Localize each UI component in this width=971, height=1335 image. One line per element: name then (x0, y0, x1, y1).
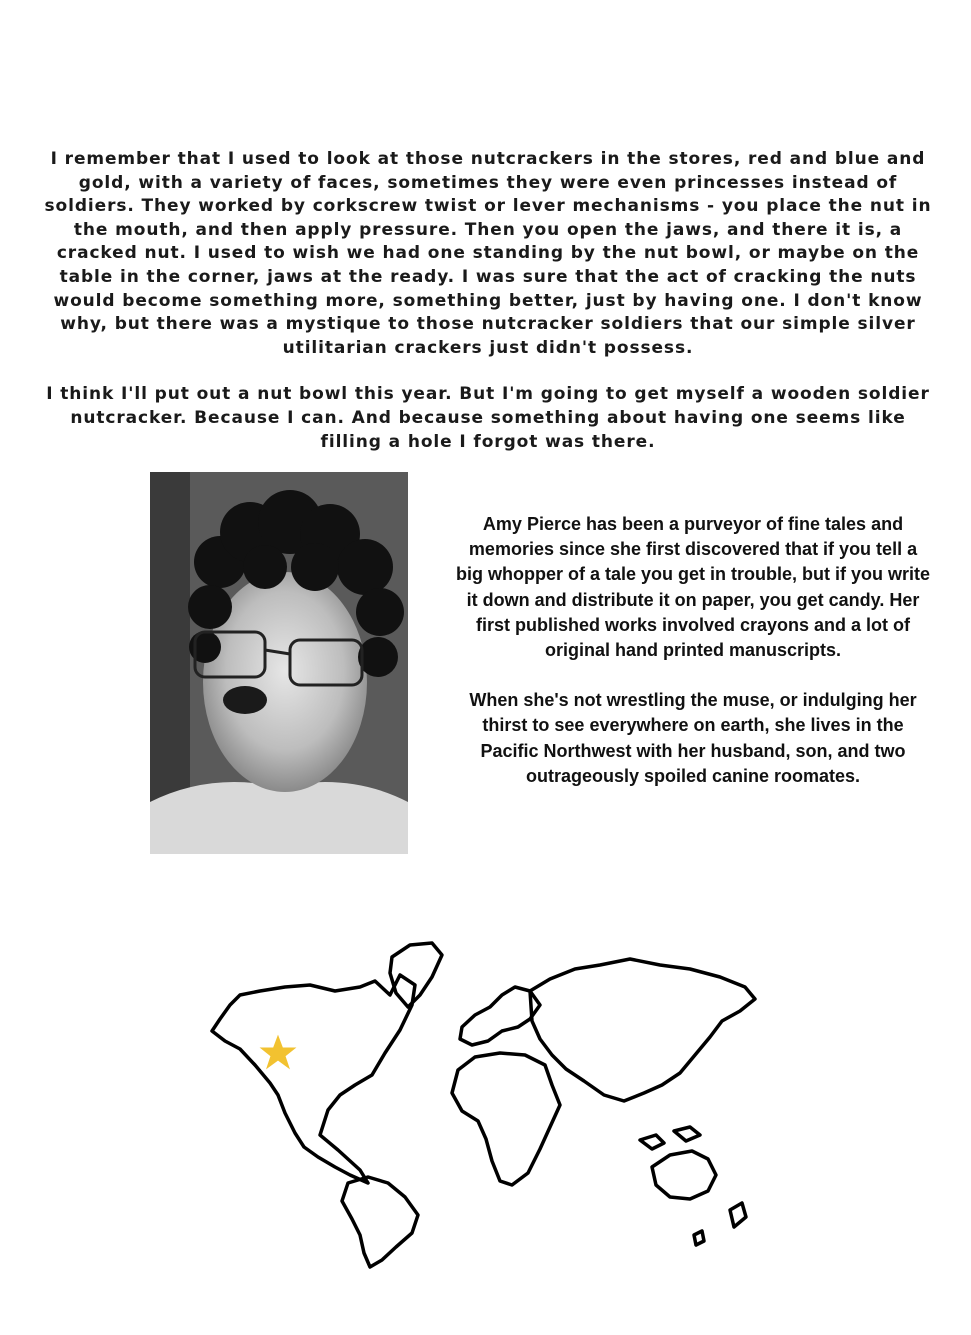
bio-paragraph-1: Amy Pierce has been a purveyor of fine tales and memories since she first discovered that if you tell a big whopper of a tale you get in trouble, but if you write it down and distribute it on paper, you get candy. Her first published works involved crayons and a lot of original hand printed manuscripts. (455, 514, 930, 661)
essay-paragraph-2: I think I'll put out a nut bowl this year. But I'm going to get myself a wooden soldier nutcracker. Because I can. And because something about having one seems like filling a hole I forgot was there. (46, 384, 930, 452)
world-map (200, 935, 770, 1275)
author-bio (453, 512, 933, 789)
portrait-icon (150, 472, 408, 854)
world-map-icon (200, 935, 770, 1275)
essay-text (40, 148, 936, 454)
location-star-icon (261, 1036, 295, 1068)
bio-paragraph-2: When she's not wrestling the muse, or indulging her thirst to see everywhere on earth, she lives in the Pacific Northwest with her husband, son, and two outrageously spoiled canine roomates. (469, 690, 917, 786)
author-photo (150, 472, 408, 854)
essay-paragraph-1: I remember that I used to look at those nutcrackers in the stores, red and blue and gold, with a variety of faces, sometimes they were even princesses instead of soldiers. They worked by corkscrew twist or lever mechanisms - you place the nut in the mouth, and then apply pressure. Then you open the jaws, and there it is, a cracked nut. I used to wish we had one standing by the nut bowl, or maybe on the table in the corner, jaws at the ready. I was sure that the act of cracking the nuts would become something more, something better, just by having one. I don't know why, but there was a mystique to those nutcracker soldiers that our simple silver utilitarian crackers just didn't possess. (44, 149, 932, 358)
